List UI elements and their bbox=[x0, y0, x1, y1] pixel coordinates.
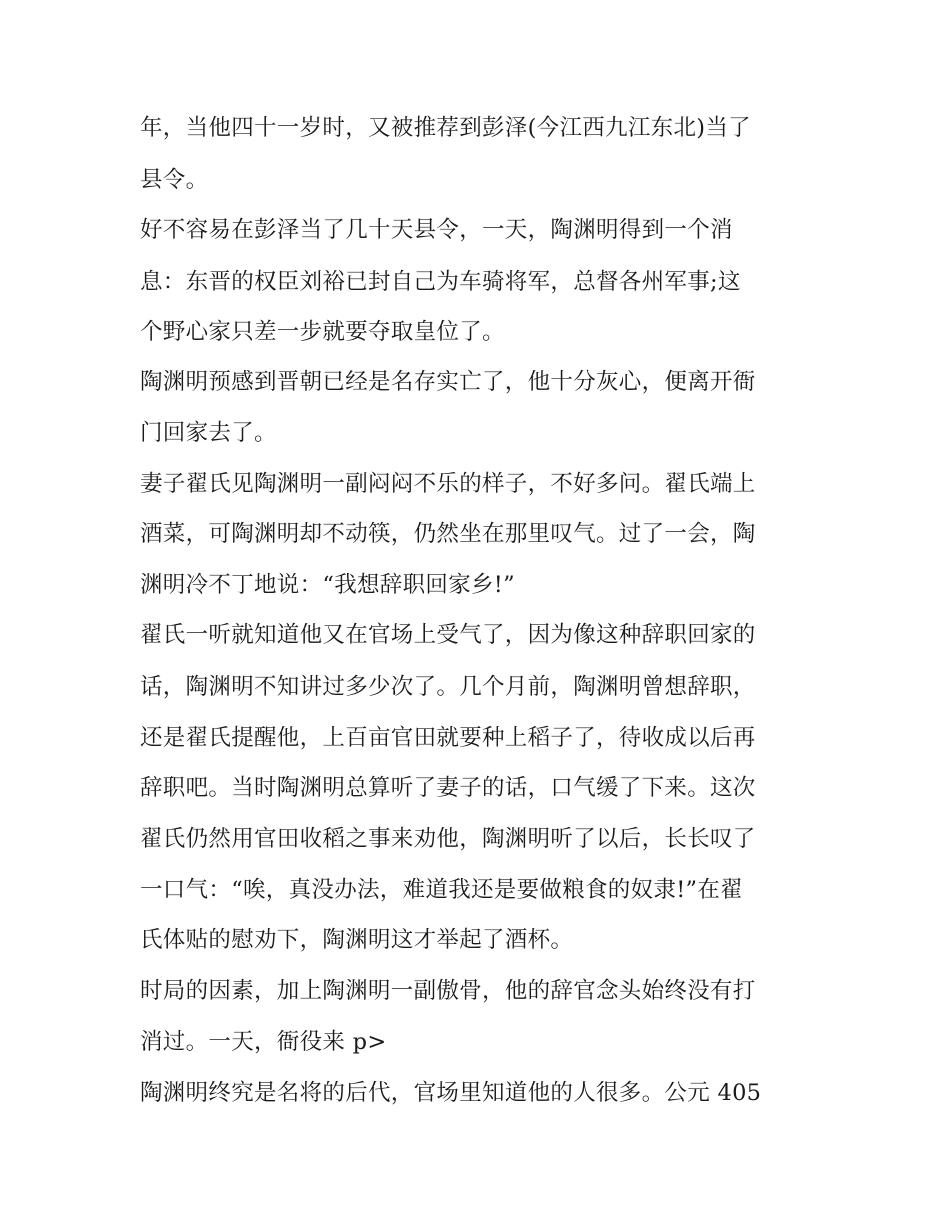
text-line: 陶渊明预感到晋朝已经是名存实亡了，他十分灰心，便离开衙 bbox=[140, 369, 756, 395]
text-line: 年，当他四十一岁时，又被推荐到彭泽(今江西九江东北)当了 bbox=[140, 115, 751, 141]
text-line: 话，陶渊明不知讲过多少次了。几个月前，陶渊明曾想辞职， bbox=[140, 674, 756, 700]
text-line: 时局的因素，加上陶渊明一副傲骨，他的辞官念头始终没有打 bbox=[140, 978, 756, 1004]
text-line: 氏体贴的慰劝下，陶渊明这才举起了酒杯。 bbox=[140, 927, 574, 953]
text-line: 还是翟氏提醒他，上百亩官田就要种上稻子了，待收成以后再 bbox=[140, 725, 756, 751]
text-line: 妻子翟氏见陶渊明一副闷闷不乐的样子，不好多问。翟氏端上 bbox=[140, 471, 756, 497]
text-line: 翟氏一听就知道他又在官场上受气了，因为像这种辞职回家的 bbox=[140, 622, 756, 648]
text-line: 一口气：“唉，真没办法，难道我还是要做粮食的奴隶!”在翟 bbox=[140, 877, 743, 903]
text-line: 消过。一天，衙役来 p> bbox=[140, 1029, 387, 1055]
text-line: 陶渊明终究是名将的后代，官场里知道他的人很多。公元 405 bbox=[140, 1080, 762, 1106]
text-line: 个野心家只差一步就要夺取皇位了。 bbox=[140, 319, 505, 345]
text-line: 息：东晋的权臣刘裕已封自己为车骑将军，总督各州军事;这 bbox=[140, 269, 741, 295]
text-line: 好不容易在彭泽当了几十天县令，一天，陶渊明得到一个消 bbox=[140, 217, 733, 243]
text-line: 门回家去了。 bbox=[140, 420, 277, 446]
text-line: 翟氏仍然用官田收稻之事来劝他，陶渊明听了以后，长长叹了 bbox=[140, 826, 756, 852]
text-line: 县令。 bbox=[140, 167, 209, 193]
text-line: 辞职吧。当时陶渊明总算听了妻子的话，口气缓了下来。这次 bbox=[140, 775, 756, 801]
text-line: 渊明冷不丁地说：“我想辞职回家乡!” bbox=[140, 572, 515, 598]
text-line: 酒菜，可陶渊明却不动筷，仍然坐在那里叹气。过了一会，陶 bbox=[140, 521, 756, 547]
